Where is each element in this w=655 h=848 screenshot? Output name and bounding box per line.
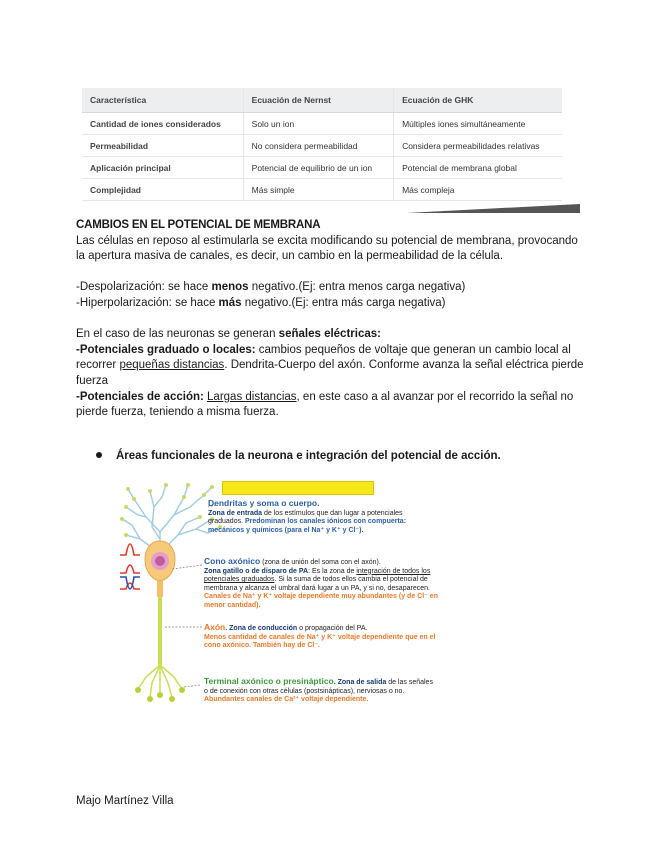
text-bold: -Potenciales graduado o locales: (76, 343, 256, 356)
text-run: -Hiperpolarización: se hace (76, 296, 219, 309)
text-run: : Es la zona de (308, 567, 357, 575)
intro-paragraph: Las células en reposo al estimularla se excita modificando su potencial de membrana, provocando la apertura masiva de canales, es decir, un cambio en la permeabilidad de la célula. (76, 234, 578, 263)
bullet-text: Áreas funcionales de la neurona e integración del potencial de acción. (116, 450, 501, 462)
action-potentials-paragraph (76, 390, 586, 421)
bullet-item (96, 450, 501, 462)
table-cell: Potencial de equilibrio de un ion (243, 157, 393, 179)
text-orange: Canales de Na⁺ y K⁺ voltaje dependiente muy abundantes (y de Cl⁻ en (204, 593, 438, 601)
table-cell: Múltiples iones simultáneamente (394, 113, 562, 135)
depolarization-line (76, 280, 586, 296)
text-underline: integración de todos los (356, 567, 431, 575)
text-run: membrana y alcanza el umbral dará lugar a un PA, y si no, desaparecen. (204, 584, 430, 592)
text-orange: cono axónico. También hay de Cl⁻. (204, 642, 320, 650)
neurons-line (76, 327, 586, 343)
table-cell: Cantidad de iones considerados (82, 113, 243, 135)
terminal-title: Terminal axónico o presináptico (204, 676, 334, 686)
table-cell: Aplicación principal (82, 157, 243, 179)
text-run: graduados. (208, 518, 245, 526)
hyperpolarization-line (76, 296, 586, 312)
table-row (82, 157, 562, 179)
text-blue: Predominan los canales iónicos con compuerta: (244, 518, 407, 526)
dendrites-title: Dendritas y soma o cuerpo. (208, 498, 320, 508)
table-cell: Potencial de membrana global (394, 157, 562, 179)
graded-potentials-paragraph (76, 343, 586, 390)
table-cell: Considera permeabilidades relativas (394, 135, 562, 157)
text-run: -Despolarización: se hace (76, 281, 212, 294)
terminal-annotation (204, 677, 504, 705)
table-row (82, 179, 562, 201)
dendrites-annotation (208, 499, 508, 535)
text-bold: Zona de entrada (208, 509, 263, 517)
table-header-row (82, 88, 562, 113)
section-heading: CAMBIOS EN EL POTENCIAL DE MEMBRANA (76, 219, 321, 231)
comparison-table-wrapper (82, 88, 562, 201)
table-cell: Solo un ion (243, 113, 393, 135)
text-bold: Zona gatillo o de disparo de PA (204, 567, 309, 575)
author-footer: Majo Martínez Villa (76, 795, 174, 807)
text-underline: Largas distancias (207, 390, 297, 403)
text-run: de los estímulos que dan lugar a potenciales (262, 509, 403, 517)
text-run: o propagación del PA. (297, 625, 368, 632)
text-bold: . Zona de conducción (225, 625, 298, 632)
text-run: cambios pequeños de voltaje que generan un cambio local al recorrer (76, 343, 571, 372)
cone-title: Cono axónico (204, 556, 261, 566)
text-blue: mecánicos y químicos (para el Na⁺ y K⁺ y Cl⁻). (208, 526, 364, 534)
membrane-section (76, 218, 586, 421)
table-cell: Más simple (243, 179, 393, 201)
neuron-figure (116, 477, 511, 713)
text-run: . Dendrita-Cuerpo del axón. Conforme avanza la señal eléctrica pierde fuerza (76, 359, 584, 387)
axon-annotation (204, 623, 504, 651)
text-run: negativo.(Ej: entra más carga negativa) (241, 296, 446, 309)
table-header-cell: Ecuación de Nernst (243, 88, 393, 113)
table-cell: Permeabilidad (82, 135, 243, 157)
text-run: o de conexión con otras células (postsinápticas), nerviosas o no. (204, 687, 405, 695)
table-header-cell: Ecuación de GHK (394, 88, 562, 113)
text-run: . Si la suma de todos ellos cambia el potencial de (274, 576, 428, 584)
bullet-dot-icon (96, 452, 102, 458)
text-bold: -Potenciales de acción: (76, 390, 204, 403)
text-run: , en este caso a al avanzar por el recorrido la señal no pierde fuerza, teniendo a misma fuerza. (76, 390, 574, 419)
text-bold: . Zona de salida (333, 679, 387, 686)
highlight-box (222, 481, 374, 495)
axon-cone-annotation (204, 557, 504, 611)
text-orange: Abundantes canales de Ca²⁺ voltaje dependiente. (204, 696, 369, 704)
text-underline: potenciales graduados (204, 576, 275, 584)
text-run: En el caso de las neuronas se generan (76, 328, 279, 341)
text-bold: más (218, 296, 242, 309)
text-underline: pequeñas distancias (119, 359, 225, 372)
table-row (82, 135, 562, 157)
text-run: de las señales (386, 679, 433, 686)
table-header-cell: Característica (82, 88, 243, 113)
table-cell: Complejidad (82, 179, 243, 201)
text-orange: menor cantidad). (204, 601, 261, 609)
text-bold: menos (211, 281, 249, 294)
table-cell: No considera permeabilidad (243, 135, 393, 157)
text-run: (zona de unión del soma con el axón). (260, 559, 381, 566)
comparison-table (82, 88, 562, 201)
text-run: negativo.(Ej: entra menos carga negativa) (248, 281, 466, 294)
axon-title: Axón (204, 622, 226, 632)
text-orange: Menos cantidad de canales de Na⁺ y K⁺ voltaje dependiente que en el (204, 633, 436, 641)
decorative-bar (406, 204, 580, 214)
table-cell: Más compleja (394, 179, 562, 201)
text-bold: señales eléctricas: (278, 328, 381, 341)
table-row (82, 113, 562, 135)
